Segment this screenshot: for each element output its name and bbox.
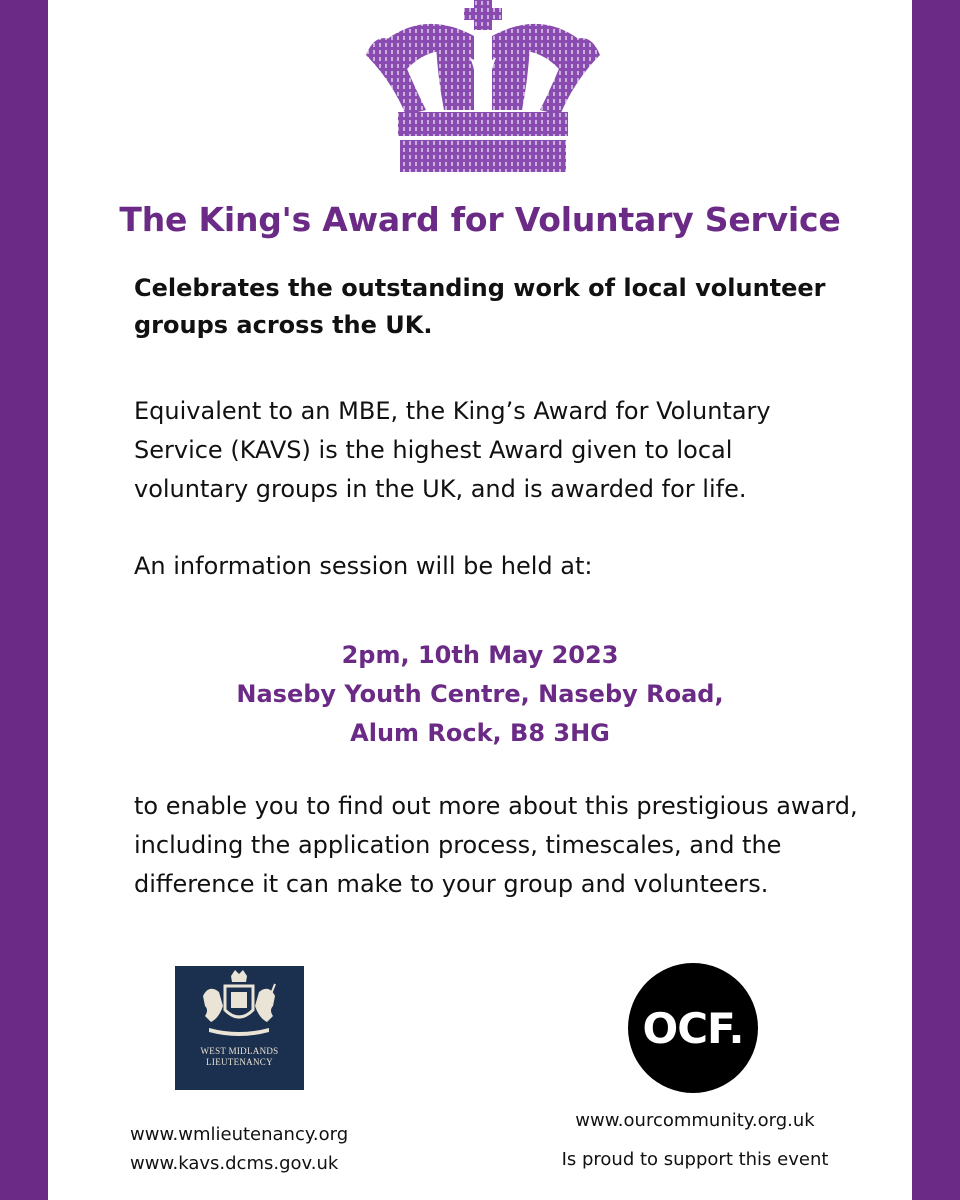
links-left: [130, 1120, 348, 1178]
session-intro: An information session will be held at:: [134, 552, 593, 580]
event-datetime: 2pm, 10th May 2023: [341, 641, 619, 669]
event-venue-line1: Naseby Youth Centre, Naseby Road,: [236, 680, 724, 708]
royal-coat-of-arms-icon: [175, 966, 304, 1046]
support-text: Is proud to support this event: [561, 1149, 829, 1170]
poster-card: [48, 0, 912, 1200]
links-right: [530, 1106, 860, 1174]
event-details: [48, 636, 912, 753]
link-wmlieutenancy[interactable]: www.wmlieutenancy.org: [130, 1124, 349, 1145]
lieutenancy-line2: LIEUTENANCY: [206, 1057, 273, 1067]
lieutenancy-line1: WEST MIDLANDS: [200, 1046, 279, 1056]
link-kavs[interactable]: www.kavs.dcms.gov.uk: [130, 1153, 339, 1174]
description-paragraph: Equivalent to an MBE, the King’s Award for Voluntary Service (KAVS) is the highest Award given to local voluntary groups in the UK, and is awarded for life.: [134, 397, 771, 503]
link-ourcommunity[interactable]: www.ourcommunity.org.uk: [575, 1110, 815, 1131]
lead-text: Celebrates the outstanding work of local volunteer groups across the UK.: [134, 274, 826, 339]
event-venue-line2: Alum Rock, B8 3HG: [350, 719, 610, 747]
ocf-logo: OCF.: [628, 963, 758, 1093]
crown-logo-icon: [366, 0, 600, 175]
closing-paragraph: to enable you to find out more about this prestigious award, including the application process, timescales, and the difference it can make to your group and volunteers.: [134, 792, 858, 898]
west-midlands-lieutenancy-logo: [175, 966, 304, 1090]
page-title: The King's Award for Voluntary Service: [119, 200, 841, 239]
